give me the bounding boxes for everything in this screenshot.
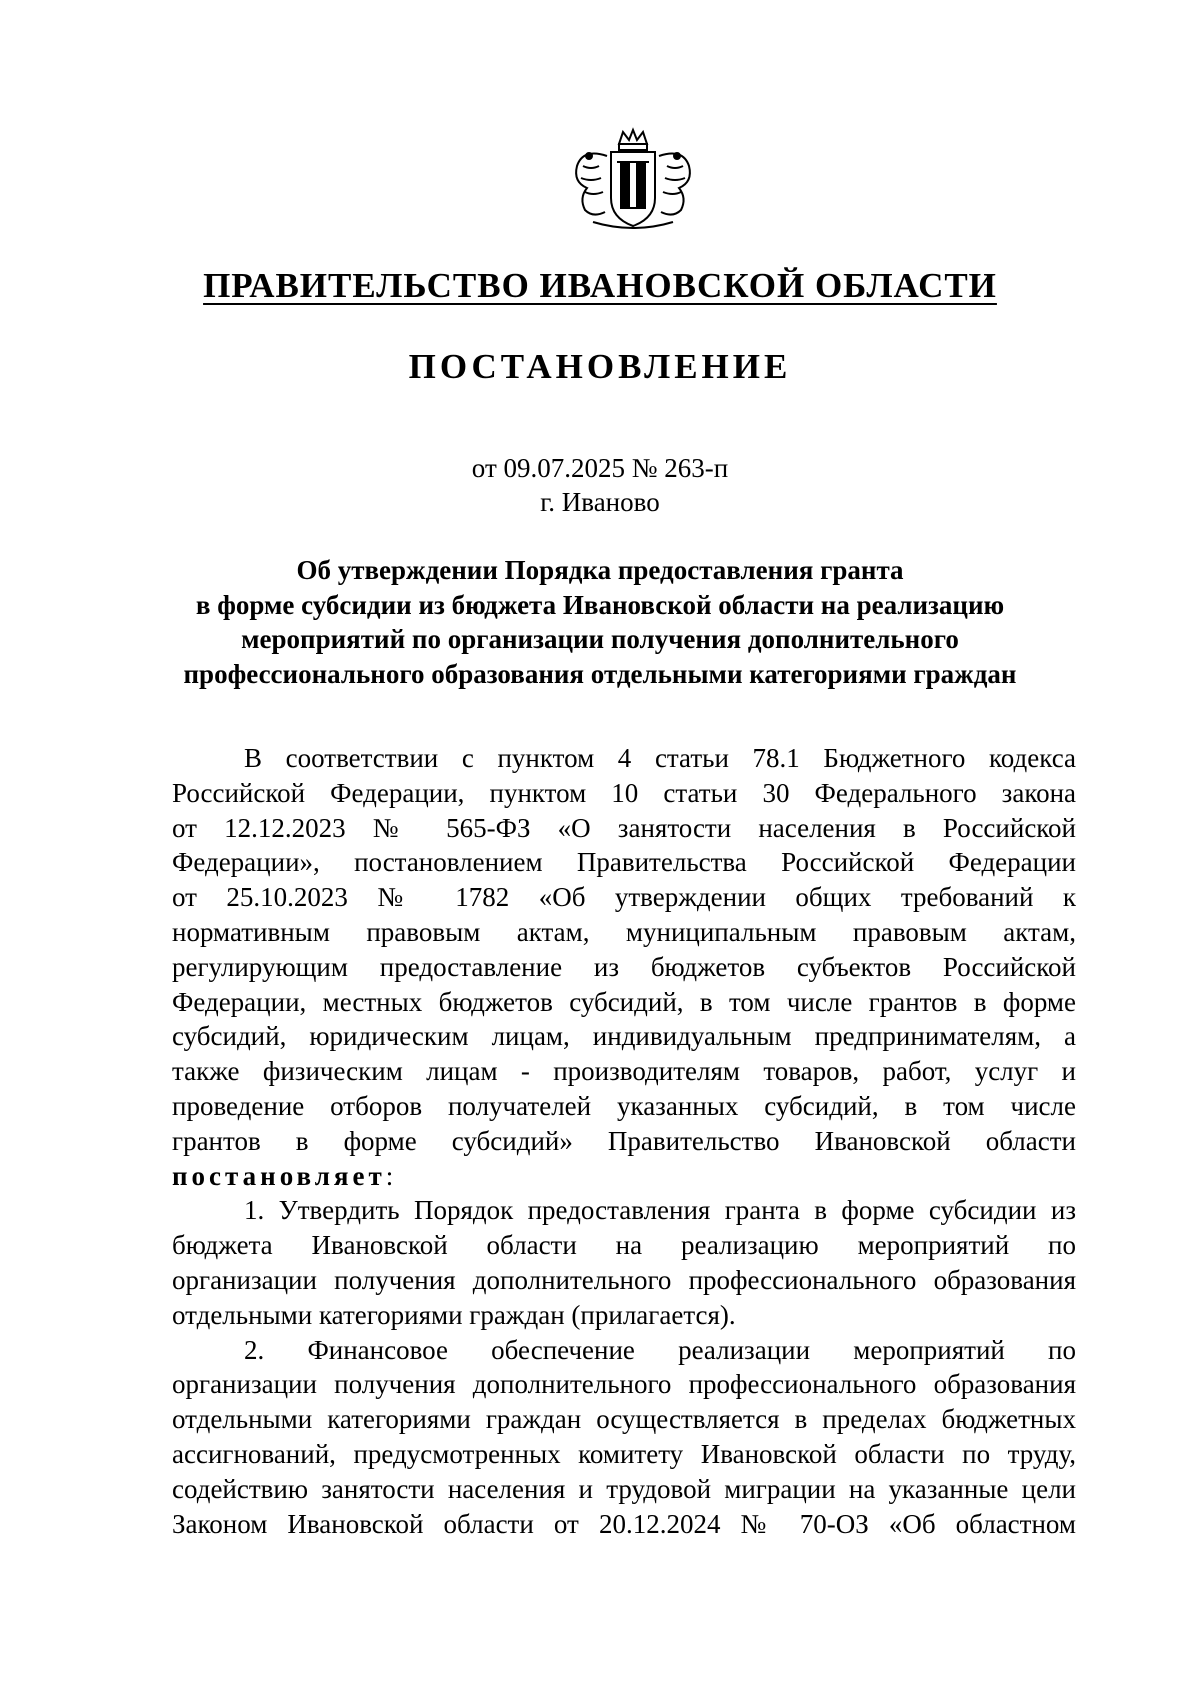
subject-line: в форме субсидии из бюджета Ивановской области на реализацию [195, 589, 1005, 620]
preamble-line: проведение отборов получателей указанных субсидий, в том числе [172, 1090, 1076, 1121]
item2-line: 2. Финансовое обеспечение реализации мероприятий по [244, 1334, 1076, 1365]
item2-line: ассигнований, предусмотренных комитету Ивановской области по труду, [172, 1438, 1076, 1469]
item1-line: организации получения дополнительного профессионального образования [172, 1264, 1076, 1295]
resolves-punct: : [385, 1160, 394, 1191]
preamble-line: Федерации», постановлением Правительства Российской Федерации [172, 847, 1076, 878]
government-title-text: ПРАВИТЕЛЬСТВО ИВАНОВСКОЙ ОБЛАСТИ [203, 266, 997, 305]
resolves-line [172, 1159, 1076, 1194]
item1-line: 1. Утвердить Порядок предоставления гранта в форме субсидии из [244, 1195, 1076, 1226]
preamble-line: грантов в форме субсидий» Правительство Ивановской области [172, 1125, 1076, 1156]
preamble-line: от 12.12.2023 № 565-ФЗ «О занятости населения в Российской [172, 812, 1076, 843]
government-title [0, 266, 1200, 306]
item2-line: организации получения дополнительного профессионального образования [172, 1369, 1076, 1400]
preamble-line: Российской Федерации, пунктом 10 статьи 30 Федерального закона [172, 777, 1076, 808]
item2-line: отдельными категориями граждан осуществляется в пределах бюджетных [172, 1404, 1076, 1435]
item1-line: бюджета Ивановской области на реализацию мероприятий по [172, 1230, 1076, 1261]
resolves-word: постановляет [172, 1160, 386, 1191]
preamble-line: В соответствии с пунктом 4 статьи 78.1 Бюджетного кодекса [244, 743, 1076, 773]
document-body [172, 741, 1076, 1541]
subject-line: Об утверждении Порядка предоставления гранта [296, 555, 904, 585]
preamble-line: нормативным правовым актам, муниципальным правовым актам, [172, 916, 1076, 947]
preamble-line: также физическим лицам - производителям товаров, работ, услуг и [172, 1056, 1076, 1087]
subject-line: профессионального образования отдельными категориями граждан [183, 658, 1017, 689]
document-subject [130, 553, 1070, 691]
item2-line: содействию занятости населения и трудовой миграции на указанные цели [172, 1473, 1076, 1504]
preamble-line: субсидий, юридическим лицам, индивидуальным предпринимателям, а [172, 1021, 1076, 1052]
item1-line: отдельными категориями граждан (прилагается). [172, 1299, 736, 1330]
preamble-line: от 25.10.2023 № 1782 «Об утверждении общих требований к [172, 882, 1076, 913]
document-type: ПОСТАНОВЛЕНИЕ [408, 347, 792, 386]
subject-line: мероприятий по организации получения дополнительного [241, 624, 959, 654]
preamble-line: регулирующим предоставление из бюджетов субъектов Российской [172, 951, 1076, 982]
preamble-line: Федерации, местных бюджетов субсидий, в том числе грантов в форме [172, 986, 1076, 1017]
document-city: г. Иваново [540, 487, 660, 517]
item2-line: Законом Ивановской области от 20.12.2024 № 70-ОЗ «Об областном [172, 1508, 1076, 1539]
coat-of-arms-icon [563, 126, 703, 234]
document-date-number: от 09.07.2025 № 263-п [471, 453, 729, 483]
